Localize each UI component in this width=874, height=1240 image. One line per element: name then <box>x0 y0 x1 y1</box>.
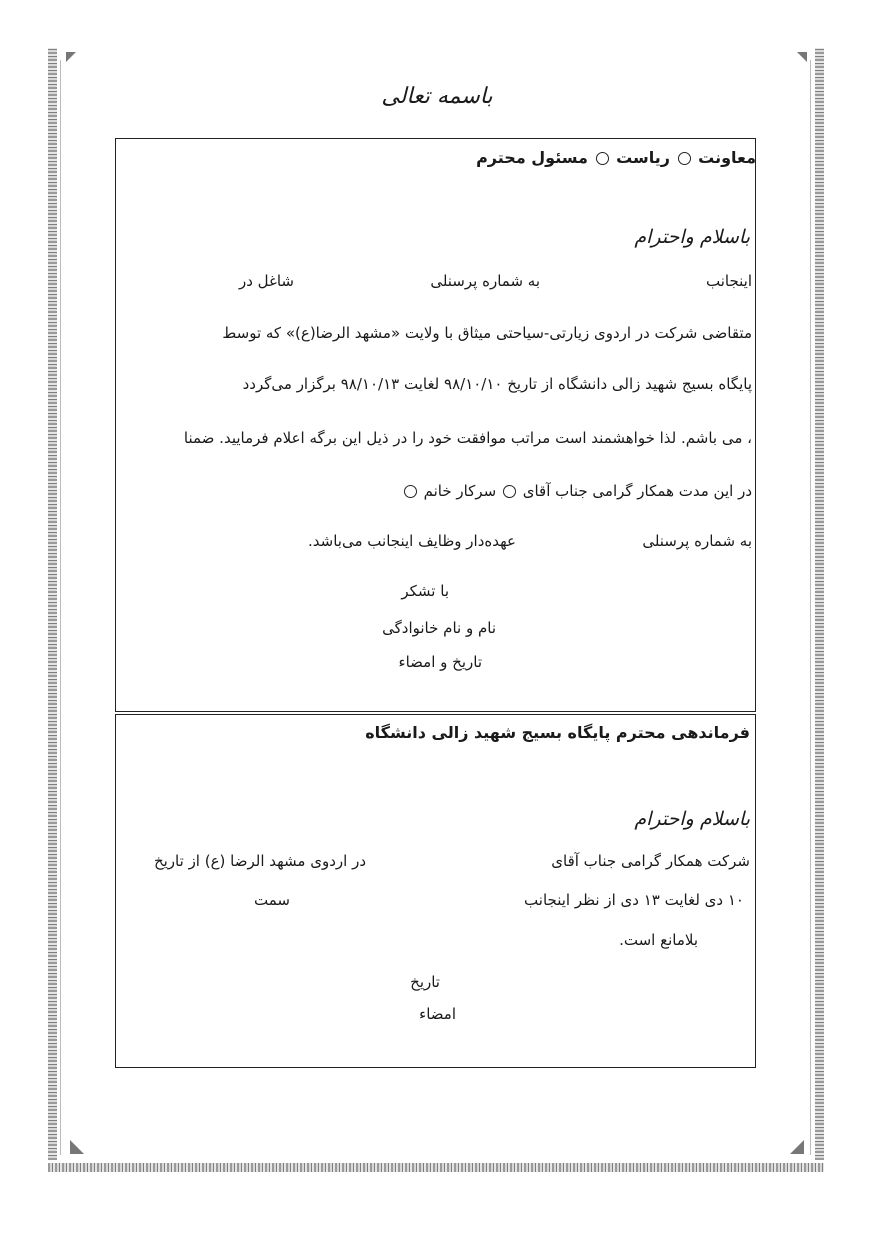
checkbox-circle-icon[interactable] <box>596 152 609 165</box>
page-border-right <box>815 48 824 1160</box>
employed-at-label: شاغل در <box>238 272 294 290</box>
corner-ornament-icon <box>790 1140 804 1154</box>
body-line-2: متقاضی شرکت در اردوی زیارتی-سیاحتی میثاق با ولایت «مشهد الرضا(ع)» که توسط <box>222 324 752 342</box>
approval-position-label: سمت <box>254 891 290 909</box>
substitute-option-female: سرکار خانم <box>423 482 497 500</box>
page-border-inner-left <box>60 60 61 1155</box>
closing-date-sign: تاریخ و امضاء <box>398 653 482 671</box>
approval-line-3: بلامانع است. <box>619 931 698 949</box>
substitute-label: در این مدت همکار گرامی جناب آقای <box>522 482 752 500</box>
self-label: اینجانب <box>705 272 752 290</box>
personnel-number-label: به شماره پرسنلی <box>430 272 540 290</box>
page-border-bottom <box>48 1163 824 1172</box>
recipient-option-official: مسئول محترم <box>476 148 588 167</box>
corner-ornament-icon <box>70 1140 84 1154</box>
checkbox-circle-icon[interactable] <box>404 485 417 498</box>
page-header: باسمه تعالی <box>381 84 493 109</box>
recipient-line <box>476 147 756 169</box>
approval-title: فرماندهی محترم پایگاه بسیج شهید زالی دانشگاه <box>365 723 750 742</box>
body-line-3: پایگاه بسیج شهید زالی دانشگاه از تاریخ ۹۸/۱۰/۱۰ لغایت ۹۸/۱۰/۱۳ برگزار می‌گردد <box>242 375 752 393</box>
corner-ornament-icon <box>66 52 76 62</box>
page-border-inner-right <box>810 60 811 1155</box>
checkbox-circle-icon[interactable] <box>503 485 516 498</box>
recipient-option-head: ریاست <box>616 148 670 167</box>
body-line-5 <box>402 480 752 502</box>
page-border-left <box>48 48 57 1160</box>
closing-thanks: با تشکر <box>401 582 449 600</box>
approval-sign-label: امضاء <box>419 1005 456 1023</box>
corner-ornament-icon <box>797 52 807 62</box>
greeting: باسلام واحترام <box>634 226 750 248</box>
closing-name: نام و نام خانوادگی <box>382 619 496 637</box>
approval-date-label: تاریخ <box>410 973 440 991</box>
approval-line-1: شرکت همکار گرامی جناب آقای <box>551 852 750 870</box>
recipient-option-deputy: معاونت <box>698 148 756 167</box>
approval-line-2: ۱۰ دی لغایت ۱۳ دی از نظر اینجانب <box>524 891 744 909</box>
personnel-number-label: به شماره پرسنلی <box>642 532 752 550</box>
body-line-4: ، می باشم. لذا خواهشمند است مراتب موافقت خود را در ذیل این برگه اعلام فرمایید. ضمنا <box>183 429 752 447</box>
checkbox-circle-icon[interactable] <box>678 152 691 165</box>
approval-greeting: باسلام واحترام <box>634 808 750 830</box>
duty-text: عهده‌دار وظایف اینجانب می‌باشد. <box>308 532 516 550</box>
approval-trip-text: در اردوی مشهد الرضا (ع) از تاریخ <box>153 852 366 870</box>
